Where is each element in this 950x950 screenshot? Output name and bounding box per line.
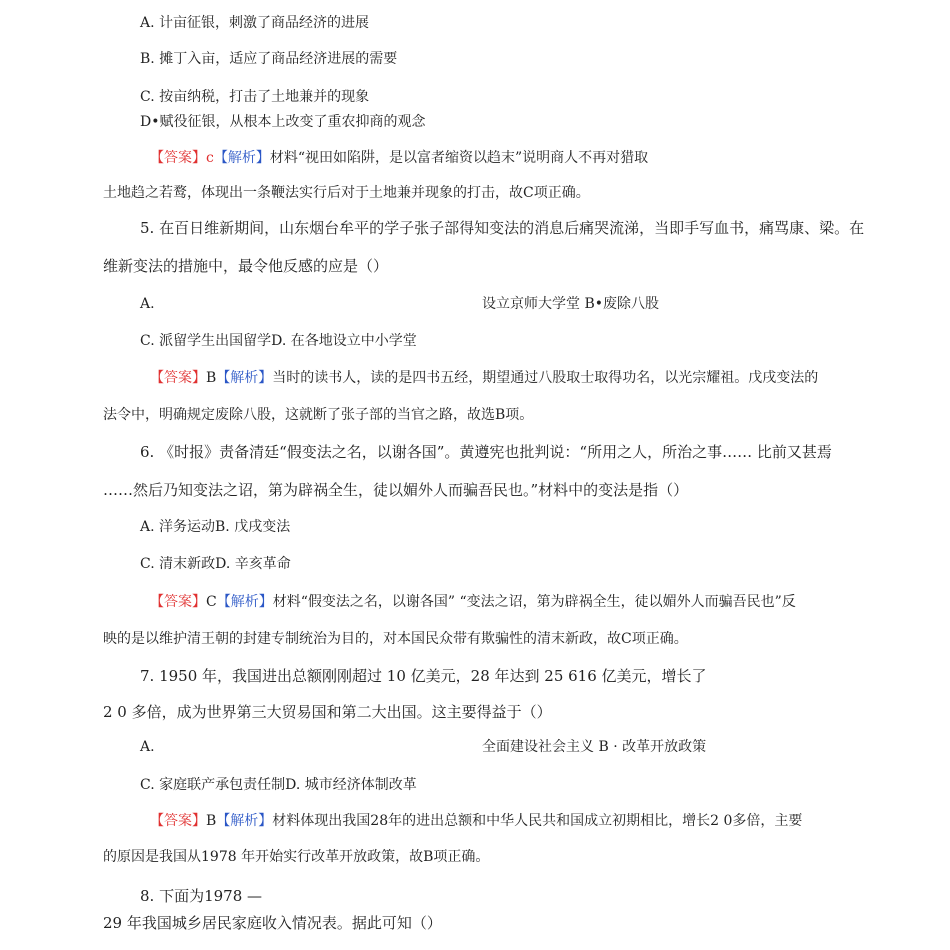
- answer-label: 【答案】: [150, 594, 206, 610]
- q4-option-a: A. 计亩征银，刺激了商品经济的进展: [140, 15, 370, 31]
- q6-stem-line2: ……然后乃知变法之诏，第为辟祸全生，徒以媚外人而骗吾民也。”材料中的变法是指（）: [103, 481, 689, 499]
- q6-stem-line1: 6. 《时报》责备清廷“假变法之名，以谢各国”。黄遵宪也批判说：“所用之人，所治之事…… 比前又甚焉: [140, 443, 832, 461]
- q5-stem-line2: 维新变法的措施中，最令他反感的应是（）: [103, 257, 389, 275]
- q7-stem-line2: 2 0 多倍，成为世界第三大贸易国和第二大出国。这主要得益于（）: [103, 703, 552, 721]
- q7-option-a-text: 全面建设社会主义: [482, 739, 594, 755]
- q7-option-a-label: A.: [140, 739, 155, 755]
- q6-explanation-line2: 映的是以维护清王朝的封建专制统治为目的，对本国民众带有欺骗性的清末新政，故C项正确。: [103, 631, 688, 647]
- q4-option-b: B. 摊丁入亩，适应了商品经济进展的需要: [140, 51, 398, 67]
- explanation-label: 【解析】: [213, 150, 270, 166]
- answer-label: 【答案】: [150, 150, 206, 166]
- explanation-label: 【解析】: [216, 813, 273, 829]
- answer-letter: B: [206, 813, 217, 829]
- q6-option-cd: C. 清末新政D. 辛亥革命: [140, 556, 291, 572]
- q4-option-d: D•赋役征银，从根本上改变了重农抑商的观念: [140, 114, 426, 130]
- answer-letter: c: [206, 150, 214, 166]
- q8-stem-line1: 8. 下面为1978 —: [140, 887, 263, 905]
- explanation-text: 材料“假变法之名，以谢各国” “变法之诏，第为辟祸全生，徒以媚外人而骗吾民也”反: [272, 594, 796, 610]
- q8-stem-line2: 29 年我国城乡居民家庭收入情况表。据此可知（）: [103, 914, 442, 932]
- q7-explanation-line2: 的原因是我国从1978 年开始实行改革开放政策，故B项正确。: [103, 849, 490, 865]
- q5-option-ab: [482, 294, 659, 314]
- q7-option-b-text: B · 改革开放政策: [598, 739, 707, 755]
- q4-explanation-line2: 土地趋之若鹜，体现出一条鞭法实行后对于土地兼并现象的打击，故C项正确。: [103, 185, 590, 201]
- q7-stem-line1: 7. 1950 年，我国进出总额刚刚超过 10 亿美元，28 年达到 25 616 亿美元，增长了: [140, 667, 707, 685]
- explanation-label: 【解析】: [216, 594, 273, 610]
- q5-option-a-text: 设立京师大学堂: [482, 296, 580, 312]
- q5-explanation-line2: 法令中，明确规定废除八股，这就断了张子部的当官之路，故选B项。: [103, 407, 534, 423]
- answer-label: 【答案】: [150, 813, 206, 829]
- q5-stem-line1: 5. 在百日维新期间，山东烟台牟平的学子张子部得知变法的消息后痛哭流涕，当即手写血书，痛骂康、梁。在: [140, 219, 865, 237]
- q5-option-b-text: B•废除八股: [584, 296, 659, 312]
- q4-answer: [150, 148, 648, 168]
- explanation-label: 【解析】: [216, 370, 273, 386]
- explanation-text: 当时的读书人，读的是四书五经，期望通过八股取士取得功名，以光宗耀祖。戊戌变法的: [272, 370, 819, 386]
- answer-label: 【答案】: [150, 370, 206, 386]
- q5-option-a-label: A.: [140, 296, 155, 312]
- q4-option-c: C. 按亩纳税，打击了土地兼并的现象: [140, 89, 370, 105]
- answer-letter: B: [206, 370, 217, 386]
- q7-option-cd: C. 家庭联产承包责任制D. 城市经济体制改革: [140, 777, 417, 793]
- q6-option-ab: A. 洋务运动B. 戊戌变法: [140, 519, 291, 535]
- q5-option-cd: C. 派留学生出国留学D. 在各地设立中小学堂: [140, 333, 417, 349]
- explanation-text: 材料体现出我国28年的进出总额和中华人民共和国成立初期相比，增长2 0多倍，主要: [272, 813, 803, 829]
- q5-answer: [150, 368, 818, 388]
- q7-answer: [150, 811, 802, 831]
- q7-option-ab: [482, 737, 706, 757]
- q6-answer: [150, 592, 796, 612]
- answer-letter: C: [206, 594, 217, 610]
- explanation-text: 材料“视田如陷阱，是以富者缩资以趋末”说明商人不再对猎取: [269, 150, 649, 166]
